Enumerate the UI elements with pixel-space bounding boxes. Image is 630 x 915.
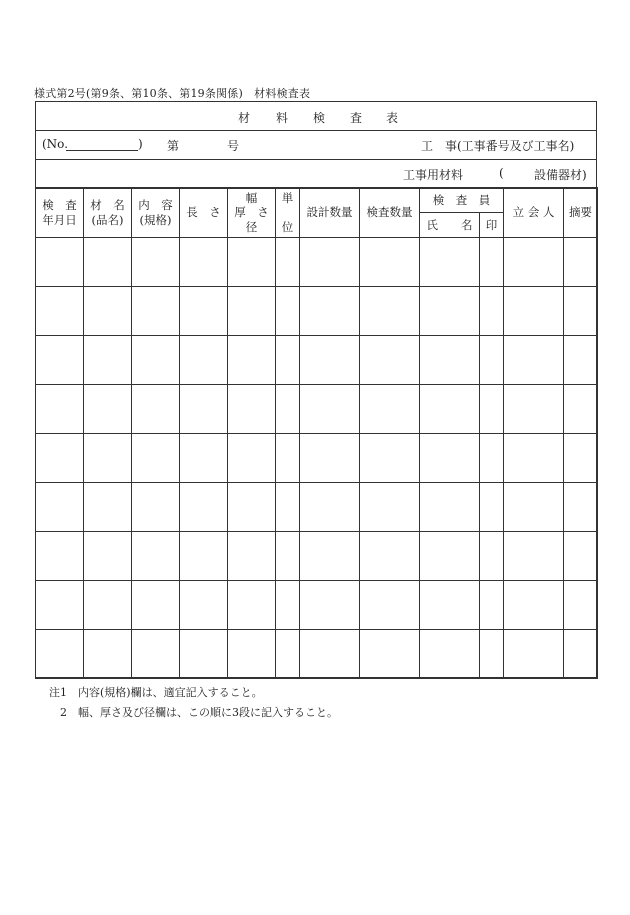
table-cell[interactable] — [300, 336, 360, 385]
table-cell[interactable] — [36, 287, 84, 336]
table-cell[interactable] — [564, 581, 598, 630]
table-cell[interactable] — [132, 581, 180, 630]
note-2: 2 幅、厚さ及び径欄は、この順に3段に記入すること。 — [49, 706, 338, 719]
table-cell[interactable] — [420, 238, 480, 287]
title-char: 表 — [386, 111, 399, 125]
table-cell[interactable] — [84, 581, 132, 630]
table-cell[interactable] — [228, 630, 276, 679]
table-cell[interactable] — [180, 238, 228, 287]
table-cell[interactable] — [180, 581, 228, 630]
table-cell[interactable] — [180, 483, 228, 532]
table-cell[interactable] — [228, 287, 276, 336]
table-cell[interactable] — [420, 287, 480, 336]
inspection-form — [35, 101, 597, 678]
table-cell[interactable] — [504, 336, 564, 385]
table-cell[interactable] — [276, 287, 300, 336]
table-cell[interactable] — [132, 336, 180, 385]
koji-material-label: 工事用材料 — [403, 168, 464, 182]
header-unit: 単 位 — [276, 188, 300, 238]
table-cell[interactable] — [36, 238, 84, 287]
material-row — [36, 159, 596, 189]
table-cell[interactable] — [300, 630, 360, 679]
table-cell[interactable] — [300, 287, 360, 336]
form-caption: 様式第2号(第9条、第10条、第19条関係) 材料検査表 — [34, 87, 311, 100]
table-cell[interactable] — [360, 287, 420, 336]
table-cell[interactable] — [360, 581, 420, 630]
table-cell[interactable] — [480, 385, 504, 434]
table-cell[interactable] — [504, 532, 564, 581]
no-close: ) — [138, 137, 143, 151]
table-cell[interactable] — [228, 581, 276, 630]
table-cell[interactable] — [564, 336, 598, 385]
table-row — [36, 630, 598, 679]
table-cell[interactable] — [276, 581, 300, 630]
form-title-row — [36, 102, 596, 131]
table-cell[interactable] — [36, 630, 84, 679]
paren-open: ( — [499, 166, 504, 180]
header-length: 長 さ — [180, 188, 228, 238]
table-cell[interactable] — [228, 483, 276, 532]
table-cell[interactable] — [36, 336, 84, 385]
title-char: 査 — [350, 111, 363, 125]
table-cell[interactable] — [132, 532, 180, 581]
table-cell[interactable] — [300, 434, 360, 483]
table-cell[interactable] — [276, 336, 300, 385]
header-inspector: 検 査 員 — [420, 188, 504, 213]
table-cell[interactable] — [132, 238, 180, 287]
table-cell[interactable] — [84, 238, 132, 287]
table-cell[interactable] — [228, 385, 276, 434]
table-cell[interactable] — [228, 434, 276, 483]
table-cell[interactable] — [36, 581, 84, 630]
table-cell[interactable] — [36, 434, 84, 483]
no-field[interactable] — [66, 150, 138, 151]
table-cell[interactable] — [132, 385, 180, 434]
go-label: 号 — [227, 139, 240, 153]
header-summary: 摘要 — [564, 188, 598, 238]
table-cell[interactable] — [180, 287, 228, 336]
table-cell[interactable] — [360, 532, 420, 581]
table-cell[interactable] — [300, 581, 360, 630]
header-inspector-name: 氏 名 — [420, 213, 480, 238]
table-cell[interactable] — [480, 630, 504, 679]
no-label: (No. — [42, 137, 69, 151]
table-row — [36, 287, 598, 336]
table-cell[interactable] — [480, 581, 504, 630]
table-cell[interactable] — [276, 532, 300, 581]
header-witness: 立 会 人 — [504, 188, 564, 238]
table-cell[interactable] — [228, 532, 276, 581]
header-material-name: 材 名 (品名) — [84, 188, 132, 238]
table-cell[interactable] — [84, 434, 132, 483]
table-cell[interactable] — [36, 532, 84, 581]
table-cell[interactable] — [276, 483, 300, 532]
table-cell[interactable] — [564, 630, 598, 679]
table-row — [36, 385, 598, 434]
note-1: 注1 内容(規格)欄は、適宜記入すること。 — [49, 686, 263, 699]
table-cell[interactable] — [420, 483, 480, 532]
table-cell[interactable] — [504, 434, 564, 483]
title-char: 材 — [238, 111, 251, 125]
header-design-quantity: 設計数量 — [300, 188, 360, 238]
number-row — [36, 130, 596, 160]
table-cell[interactable] — [36, 385, 84, 434]
table-cell[interactable] — [420, 385, 480, 434]
table-cell[interactable] — [360, 630, 420, 679]
table-cell[interactable] — [564, 287, 598, 336]
table-cell[interactable] — [276, 434, 300, 483]
table-cell[interactable] — [84, 385, 132, 434]
title-char: 料 — [276, 111, 289, 125]
table-cell[interactable] — [180, 385, 228, 434]
table-cell[interactable] — [300, 385, 360, 434]
table-cell[interactable] — [480, 238, 504, 287]
table-cell[interactable] — [504, 581, 564, 630]
table-cell[interactable] — [504, 483, 564, 532]
table-cell[interactable] — [276, 238, 300, 287]
table-cell[interactable] — [84, 630, 132, 679]
table-row — [36, 238, 598, 287]
table-cell[interactable] — [228, 238, 276, 287]
table-cell[interactable] — [132, 434, 180, 483]
table-cell[interactable] — [180, 434, 228, 483]
header-inspection-quantity: 検査数量 — [360, 188, 420, 238]
table-cell[interactable] — [420, 532, 480, 581]
table-cell[interactable] — [300, 238, 360, 287]
table-cell[interactable] — [300, 532, 360, 581]
table-cell[interactable] — [180, 532, 228, 581]
table-cell[interactable] — [36, 483, 84, 532]
table-cell[interactable] — [360, 385, 420, 434]
table-cell[interactable] — [480, 287, 504, 336]
inspection-table — [35, 187, 598, 679]
table-cell[interactable] — [480, 434, 504, 483]
table-cell[interactable] — [84, 532, 132, 581]
dai-label: 第 — [167, 139, 180, 153]
table-cell[interactable] — [504, 287, 564, 336]
table-cell[interactable] — [480, 336, 504, 385]
table-cell[interactable] — [360, 483, 420, 532]
table-cell[interactable] — [564, 483, 598, 532]
table-cell[interactable] — [564, 385, 598, 434]
table-cell[interactable] — [84, 287, 132, 336]
notes — [49, 683, 338, 723]
table-cell[interactable] — [564, 238, 598, 287]
table-row — [36, 483, 598, 532]
table-cell[interactable] — [480, 532, 504, 581]
table-cell[interactable] — [420, 581, 480, 630]
table-cell[interactable] — [180, 336, 228, 385]
header-date: 検 査 年月日 — [36, 188, 84, 238]
table-cell[interactable] — [300, 483, 360, 532]
table-cell[interactable] — [480, 483, 504, 532]
table-cell[interactable] — [132, 630, 180, 679]
table-cell[interactable] — [420, 434, 480, 483]
table-cell[interactable] — [132, 287, 180, 336]
header-inspector-seal: 印 — [480, 213, 504, 238]
table-cell[interactable] — [504, 385, 564, 434]
table-cell[interactable] — [420, 630, 480, 679]
table-cell[interactable] — [360, 336, 420, 385]
table-cell[interactable] — [504, 630, 564, 679]
table-cell[interactable] — [276, 630, 300, 679]
setsubi-label: 設備器材) — [534, 168, 587, 182]
header-width-thickness-diameter: 幅 厚 さ 径 — [228, 188, 276, 238]
header-content: 内 容 (規格) — [132, 188, 180, 238]
table-cell[interactable] — [564, 532, 598, 581]
table-cell[interactable] — [132, 483, 180, 532]
koji-label: 工 事(工事番号及び工事名) — [421, 139, 575, 153]
table-cell[interactable] — [420, 336, 480, 385]
table-row — [36, 581, 598, 630]
table-cell[interactable] — [276, 385, 300, 434]
title-char: 検 — [313, 111, 326, 125]
table-row — [36, 434, 598, 483]
table-row — [36, 532, 598, 581]
table-cell[interactable] — [180, 630, 228, 679]
table-cell[interactable] — [228, 336, 276, 385]
table-cell[interactable] — [84, 336, 132, 385]
table-cell[interactable] — [360, 238, 420, 287]
table-cell[interactable] — [84, 483, 132, 532]
table-cell[interactable] — [360, 434, 420, 483]
table-cell[interactable] — [504, 238, 564, 287]
table-cell[interactable] — [564, 434, 598, 483]
table-row — [36, 336, 598, 385]
